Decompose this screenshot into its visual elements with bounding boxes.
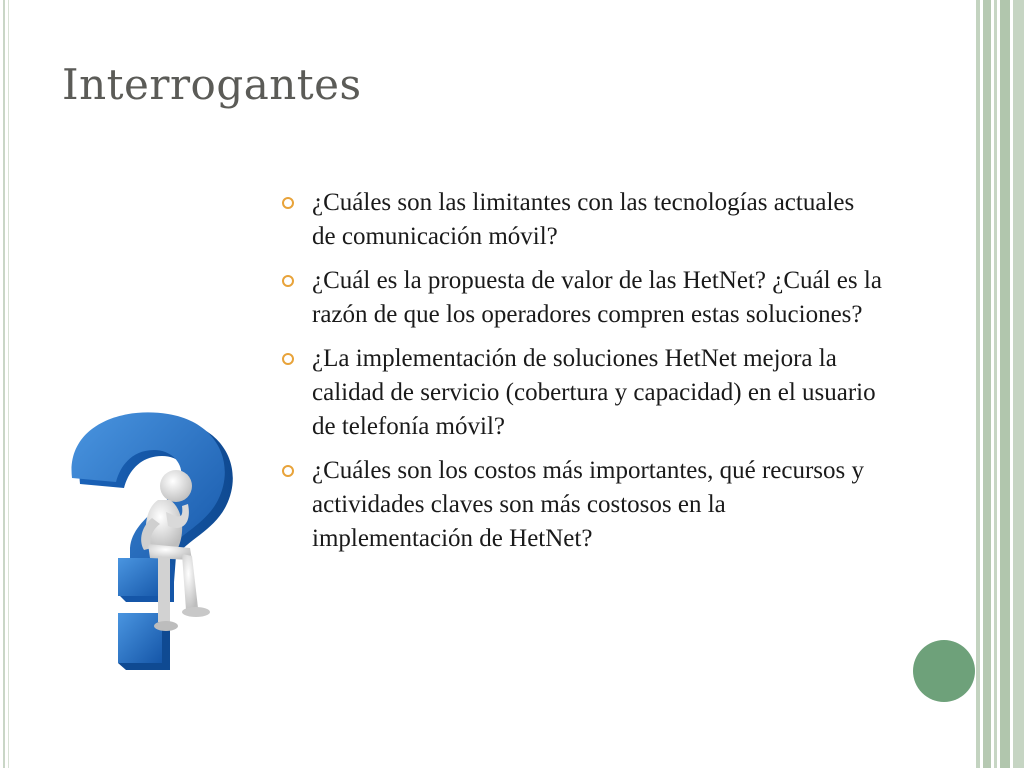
- bullet-text: ¿Cuáles son las limitantes con las tecnologías actuales de comunicación móvil?: [312, 189, 855, 250]
- bullet-text: ¿La implementación de soluciones HetNet mejora la calidad de servicio (cobertura y capacidad) en el usuario de telefonía móvil?: [312, 345, 876, 440]
- left-border-line-inner: [8, 0, 9, 768]
- slide-title: Interrogantes: [62, 60, 362, 109]
- right-border-stripe: [1013, 0, 1024, 768]
- green-circle-icon: [913, 640, 975, 702]
- right-border-stripe: [1000, 0, 1010, 768]
- thinking-person-on-question-mark-icon: [58, 408, 248, 678]
- circle-bullet-icon: [282, 465, 294, 477]
- bullet-item: [282, 454, 882, 556]
- circle-bullet-icon: [282, 275, 294, 287]
- left-border-line: [3, 0, 5, 768]
- circle-bullet-icon: [282, 353, 294, 365]
- right-border-stripe: [994, 0, 997, 768]
- bullet-text: ¿Cuáles son los costos más importantes, qué recursos y actividades claves son más costosos en la implementación de HetNet?: [312, 457, 864, 552]
- bullet-item: [282, 186, 882, 254]
- bullet-item: [282, 342, 882, 444]
- right-border-stripe: [976, 0, 980, 768]
- bullet-list: [282, 186, 882, 566]
- right-border-stripe: [983, 0, 991, 768]
- circle-bullet-icon: [282, 197, 294, 209]
- bullet-item: [282, 264, 882, 332]
- bullet-text: ¿Cuál es la propuesta de valor de las HetNet? ¿Cuál es la razón de que los operadores compren estas soluciones?: [312, 267, 882, 328]
